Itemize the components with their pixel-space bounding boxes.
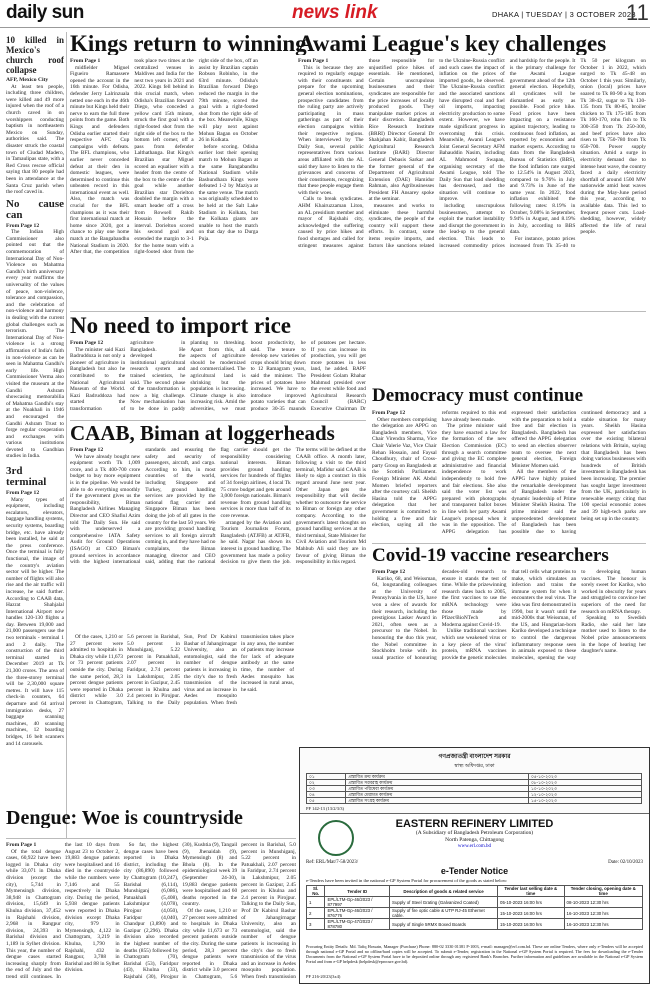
body: Of the total dengue cases, 60,922 have been logged in Dhaka city while 33,071 in Dhaka division (except the city), 5,744 in Mymensingh division, 38,948 in Chattogram division, 15,649 in Khulna division, 37,452 in Rajshahi division, 2,968 in Rangpur division, 24,393 in Barishal division and 1,189 in Sylhet division. This year, the number of dengue cases started increasing sharply from the end of July and the trend still continues. In the last 10 days from August 23 to October 2, 19,883 dengue patients were hospitalised and 16 died in the countryside while the numbers were 7,146 and 55 respectively in Dhaka city. During the period, 5,938 dengue patients were reported in Dhaka division except Dhaka city, 979 in Mymensingh, 4,122 in Chattogram, 3,219 in Khulna, 1,790 in Rajshahi, 432 in Rangpur, 3,788 in Barishal and 88 in Sylhet division.: [6, 842, 120, 980]
article-caab: [70, 447, 366, 631]
bangla-table-cell: প্রস্তাবিত সরবরাহ কার্যক্রম: [346, 780, 529, 786]
jump-line: From Page 12: [372, 569, 406, 575]
tender-column-header: Tender last selling date & time: [498, 886, 565, 897]
article-dengue: [6, 842, 296, 984]
tender-row: [307, 897, 643, 908]
article-kings: [70, 58, 258, 310]
rule: [372, 543, 646, 544]
tender-cell: 15-10-2023 16:00 hrs: [498, 908, 565, 919]
body-continued: before scoring. Odisha earlier lost their opening match to Mohun Bagan at the same Bangabandhu National Stadium while Bashundhara Kings were defeated 1-2 by Maziya at the same venue. The match was originally scheduled to be held at the Salt Lake Stadium in Kolkata, but the Kolkata giants are unable to host the match on that day due to Durga Puja.: [198, 143, 258, 243]
article-church-collapse: [6, 32, 64, 460]
brand-logo: daily sun: [6, 2, 84, 23]
body: Other members comprising the delegation are APPG on Bangladesh members, Vice Chair Virendra Sharma, Vice Chair Valerie Vaz, Vice Chair Rehan Hossain, and Faysal Choudhury, chair of Cross-party Group on Bangladesh at the Scottish Parliament. Foreign Minister AK Abdul Momen briefed reporters after the courtesy call. Sheikh Hasina told the APPG delegation that her government is committed to holding a free and fair election, saying all the reforms required to this end have already been made.: [372, 410, 507, 529]
tender-column-header: Tender closing, opening date & time: [564, 886, 642, 897]
erl-tender-table: [306, 885, 643, 930]
tender-cell: EPL/LTM-Gp-46/2023 / 876776: [325, 908, 390, 919]
headline-dengue: Dengue: Woe is countryside: [6, 808, 243, 828]
erl-notice-title: e-Tender Notice: [440, 866, 509, 876]
advertisement-box: [299, 747, 650, 984]
bangla-table-cell: ০১: [307, 774, 346, 780]
body: Kariko, 68, and Weissman, 64, longstanding colleagues at the University of Pennsylvania in the US, have won a slew of awards for their research, including the prestigious Lasker Award in 2021, often seen as a precursor to the Nobel. In honouring the duo this year, the Nobel committee in Stockholm broke with its usual practice of honouring decades-old research to ensure it stands the test of time. While the prizewinning research dates back to 2005, the first vaccines to use the mRNA technology were those made by Pfizer/BioNTech and Moderna against Covid-19.: [372, 569, 507, 661]
headline: 3rd terminal: [6, 465, 47, 488]
body-continued: Speaking to Swedish Radio, she said her late mother used to listen to the Nobel prize announcements in the hope of hearing her daughter's name.: [581, 615, 646, 655]
body-continued: So far, the highest dengue cases have been reported in Dhaka district, including the city (86,890) followed by Chattogram (10,247), Barishal (6,114), Munshiganj (6,086), Patuakhali (5,408), Lakshmipur (4,078), Pirojpur (4,050), Faridpur (4,040), Chandpur (3,890) and Gazipur (2,296). Dhaka division also recorded the highest number of deaths (855) followed by Chattogram (70), Barishal (53), Faridpur (43), Khulna (33), Rajshahi (30), Pirojpur (30), Kushtia (9), Tangail (9), Jhenaidah (9), Mymensingh (8) and Bhola (8). In the epidemiological week 39 (September 24-30), 19,883 dengue patients were hospitalised and 60 deaths reported in the country.: [123, 842, 238, 980]
section-title: news link: [292, 2, 378, 23]
rule: [6, 838, 296, 839]
tender-cell: 16-10-2023 12:30 hrs: [564, 908, 642, 919]
jump-line: From Page 12: [6, 222, 40, 229]
headline: 10 killed in Mexico's church roof collapse: [6, 35, 64, 75]
erl-name: EASTERN REFINERY LIMITED: [395, 818, 554, 830]
article-awami-league: [298, 58, 646, 310]
bangla-notice-sub: স্বাস্থ্য অধিদপ্তর, ঢাকা: [454, 764, 495, 769]
body-continued: The prime minister said they have enacted a law for the formation of the new Election Commission (EC) through a search committee and giving the EC complete administrative and financial independence to work independently to hold free and fair elections. She also said the voter list was prepared with photographs and transparent ballot boxes in line with her party Awami League's proposal when it was in the opposition. The APPG delegation has expressed their satisfaction with the preparation to hold a free and fair election in Bangladesh. Bangladesh has offered the APPG delegation to send an election observer team to oversee the next general election, Foreign Minister Momen said.: [441, 410, 577, 535]
jump-line: From Page 12: [372, 410, 406, 416]
bangla-table-cell: ০৩: [307, 786, 346, 792]
body: This is because they are required to regularly engage with their constituents and prepare for the upcoming general election nominations, prospective candidates from the ruling party are actively participating in mass gatherings as part of their election campaigns within their respective regions. When interviewed by The Daily Sun, several public representatives from various areas affiliated with the AL said they have to listen to the grievances and concerns of their constituents, recognizing that these people engage them with their woes.: [298, 64, 364, 196]
bangla-notice-title: গণপ্রজাতন্ত্রী বাংলাদেশ সরকার: [438, 754, 511, 760]
jump-line: From Page 1: [6, 842, 37, 848]
bangla-table-cell: ১৫-১০-২০২৩: [528, 798, 641, 804]
rule: [70, 311, 646, 312]
masthead: [0, 0, 650, 28]
tender-cell: 2: [307, 908, 325, 919]
headline-caab: CAAB, Biman at loggerheads: [70, 423, 335, 444]
tender-column-header: Sl. No.: [307, 886, 325, 897]
tender-cell: EPL/LTM-Gp-46/2023 / 877997: [325, 897, 390, 908]
bangla-table-cell: প্রস্তাবিত পরিষেবা কার্যক্রম: [346, 786, 529, 792]
erl-notes: Procuring Entity Details: Md. Tafiq Hossain, Manager (Purchase) Phone: 880-02 3330 01381 P-1003, e-mail: manager@erl.com.bd. These are online Tenders, where only e-Tenders will be accepted through national e-GP Portal and no offline/hard copies will be accepted. To submit e-Tender, registration in the National e-GP System Portal is required. The fees for downloading the e-Tender Documents from the National e-GP System Portal have to be deposited online through any registered Bank's Branches. Further information and guidelines are available in the National e-GP System Portal and from e-GP helpdesk (helpdesk@eprocure.gov.bd).: [306, 944, 643, 964]
tender-cell: 05-10-2023 16:00 hrs: [498, 897, 565, 908]
tender-cell: 15-10-2023 16:00 hrs: [498, 919, 565, 930]
bangla-notice-ref: PF 142-13 (13/2/3/3): [306, 806, 345, 811]
bangla-table-cell: ০৫: [307, 798, 346, 804]
erl-date: Date: 02/10/2023: [608, 860, 643, 865]
erl-ref2: PF 216-20/23(3x4): [306, 974, 341, 979]
tender-row: [307, 908, 643, 919]
tender-cell: 16-10-2023 12:30 hrs: [564, 919, 642, 930]
jump-line: From Page 12: [6, 490, 40, 496]
headline-rice: No need to import rice: [70, 314, 291, 337]
erl-subsidiary: (A Subsidiary of Bangladesh Petroleum Corporation): [415, 830, 534, 836]
body-continued: For instance, potato prices increased from Tk 35-40 to Tk 50 per kilogram on October 1 in 2022, which surged to Tk 45-48 on October 1 this year. Similarly, onion (local) prices have soared to Tk 80-90 a kg from Tk 38-42, sugar to Tk 130-135 from Tk 80-85, broiler chicken to Tk 175-185 from Tk 160-170, rohu fish to Tk 300-350 from Tk 250-300, and beef prices have also risen to Tk 750-780 from Tk 650-700. Power supply situation. Amid a surge in electricity demand due to intense heat wave, the country faced a daily electricity shortfall of around 1500 MW nationwide amid heat waves during the May-June period this year, according to available data. This led to frequent power cuts. Load-shedding, however, widely affected the life of rural people.: [509, 58, 646, 249]
column-rule: [66, 32, 67, 838]
tender-cell: 1: [307, 897, 325, 908]
tender-cell: Supply of fire optic cable & UTP RJ-45 Ethernet cable.: [390, 908, 498, 919]
body: Many types of equipment, including escalators, elevators, baggage handling systems, security systems, boarding bridge, etc. have already been installed, he said at the press conference. Once the terminal is fully functional, the image of the country's aviation sector will be higher. The number of flights will also rise and the air traffic will increase, he said further. According to CAAB data, Hazrat Shahjalal International Airport now handles 120-130 flights a day. Between 19,000 and 21,000 passengers use the two terminals - terminal 1 and 2 daily. The construction of the third terminal started in December 2019 at Tk 21,300 crores. The area of the three-storey terminal will be 2,30,000 square metres. It will have 115 check-in counters, 64 departure and 64 arrival immigration desks, 27 baggage scanning machines, 40 scanning machines, 12 boarding bridges, 16 belt scanners and 14 carousels.: [6, 496, 64, 747]
bangla-table-cell: ১০-১০-২০২৩: [528, 786, 641, 792]
article-rice: [70, 340, 366, 418]
bangla-table-cell: প্রস্তাবিত ক্রয় কার্যক্রম: [346, 774, 529, 780]
tender-cell: 3: [307, 919, 325, 930]
body-continued: arranged by the Aviation and Tourism Journalists Forum, Bangladesh (ATJFB) at ATJFB, he said. Nagar has shown its interest in ground handling. The government has made a policy decision to give them the job. The terms will be defined at the CAAB office. A month later, following a visit to the third terminal, Mafidur said CAAB is likely to sign a contract in this regard around June next year. Other Japan gets the responsibility that will decide whether to outsource the service to Biman or foreign any other company. According to the government's latest thoughts on ground handling services at the third terminal, State Minister for Civil Aviation and Tourism Md Mahbub Ali said they are in favour of giving Biman the responsibility in this regard.: [220, 447, 366, 566]
tender-cell: EPL/LTM-Gp-47/2023 / 878780: [325, 919, 390, 930]
body-continued: including unscrupulous businessmen, attempt to exploit the market instability and disrupt the government in the lead-up to the general election. This leads to increased commodity prices and hardship for the people. It is the primary challenge for the Awami League government ahead of the 12th general election. Hopefully, all syndicates will be dismantled as early as possible. Food price hike. Food prices have been impacting on a resistance against trajectory, leading to continuous food inflation, as reported by economists and market experts. According to data from the Bangladesh Bureau of Statistics (BBS), the food inflation rate surged to 12.54% in August 2023, compared to 9.76% in July and 9.73% in June of the same year. In 2022, food inflation exhibited the following rates: 8.19% in October, 9.08% in September, 9.94% in August, and 8.19% in July, according to BBS data.: [439, 58, 576, 249]
erl-ref: Ref: ERL/Mat/7-58/2023/: [306, 860, 359, 865]
bangla-table-cell: ০২: [307, 780, 346, 786]
bangla-notice-table: [306, 773, 642, 804]
body: The Indian High Commissioner also pointed out that the commemoration of International Day of Non-Violence on Mahatma Gandhi's birth anniversary every year reaffirms the universality of the values of peace, non-violence, tolerance and compassion, and the celebration of non-violence and harmony in dealing with the current global challenges such as terrorism. The International Day of Non-violence is a strong affirmation of India's faith in non-violence as can be seen in Mahatma Gandhi's early life. High Commissioner Verma also visited the museum at the Gandhi Ashram showcasing memorabilia of Mahatma Gandhi's stay at the Noakhali in 1946 and encouraged the Gandhi Ashram Trust to forge regular cooperation and exchanges with various institutions devoted to Gandhian studies in India.: [6, 229, 64, 460]
body-continued: Unlike traditional vaccines which use weakened virus or a key piece of the virus' protein, mRNA vaccines provide the genetic molecules that tell cells what proteins to make, which simulates an infection and trains the immune system for when it encounters the real virus. The idea was first demonstrated in 1990, but it wasn't until the mid-2000s that Weissman, of the US, and Hungarian-born Kariko developed a technique to control the dangerous inflammatory response seen in animals exposed to these molecules, opening the way to developing human vaccines. The honour is sorely sweet for Kariko, who worked in obscurity for years and struggled to convince her superiors of the need for research on mRNA therapy.: [441, 569, 646, 661]
tender-column-header: Description of goods & related service: [390, 886, 498, 897]
body-continued: Calls to break syndicates. AHM Khairuzzaman Liton, an AL presidium member and mayor of Rajshahi city, acknowledged the suffering caused by price hikes and food shortages and called for stringent measures against those responsible for unjustified price hikes of essentials. He mentioned, Certain unscrupulous businessmen and their syndicates are responsible for the price increases of locally produced goods. They manipulate market prices at their discretion. Bangladesh Rice Research Institute (BRRI) Director General Dr Shahjahan Kabir, Bangladesh Agricultural Research Institute (BARI) Director General Debasis Sarkar and the former general of the Department of Agricultural Extension (DAE) Hamidur Rahman, also Agribusinesses President FH Ansarey spoke at the seminar.: [298, 58, 435, 249]
body: The minister said Kazi Badruddoza is not only a pioneer of agriculture in Bangladesh but also he contributed to the National Agricultural Museum of the World. Kazi Badruddoza had started the transformation of agriculture in Bangladesh. He developed the institutional agricultural research system and trained scientists, he said. The second phase of the transformation is now a big challenge. Now mechanisation has to be done in paddy planting to threshing. Apart from this, all aspects of agriculture should be modernized and commercialised. The agricultural land is shrinking but the population is increasing. Climate change is also increasing risk. Amid the adversities, we must boost productivity, he said. The tenure to develop new varieties of crops should bring down to 12 Ramagram years, said the minister. The prices of potatoes have increased. We have to introduce improved potato varieties that can produce 30-35 maunds of potatoes per hectare. If you can increase its production, you will get more potatoes in less land, he added. BAPF President Golam Rhahar Mahmud presided over the event while food and Agricultural Research Council (BARC) Executive Chairman Dr: [70, 340, 366, 412]
headline-kings: Kings return to winning: [70, 32, 307, 55]
bangla-table-cell: ০৫-১০-২০২৩: [528, 774, 641, 780]
article-3rd-terminal: [6, 463, 64, 803]
tender-cell: Supply of Steel Grating (Galvanized Coated): [390, 897, 498, 908]
tender-column-header: Tender ID: [325, 886, 390, 897]
headline: No cause can: [6, 197, 64, 221]
jump-line: From Page 12: [70, 340, 104, 346]
body-continued: All the members of the APPG have highly praised the remarkable development of Bangladesh under the dynamic leadership of Prime Minister Sheikh Hasina. The prime minister said the unprecedented development of Bangladesh has been possible due to having continued democracy and a stable situation for many years. Sheikh Hasina expressed her satisfaction over the existing bilateral relations with Britain, saying that Bangladesh has been doing various businesses with hundreds of British investment in Bangladesh has been increasing. The premier has sought larger investment from the UK, particularly in renewable energy citing that 100 special economic zones and 39 high-tech parks are being set up in the country.: [511, 410, 646, 535]
jump-line: From Page 1: [298, 58, 329, 64]
bangla-table-cell: ০৪: [307, 792, 346, 798]
tender-row: [307, 919, 643, 930]
bangla-table-cell: প্রস্তাবিত সংগ্রহ কার্যক্রম: [346, 798, 529, 804]
erl-intro: e-Tenders have been invited in the national e-GP System Portal for procurement of the goods as stated below:: [306, 878, 508, 883]
bangla-table-cell: ০৮-১০-২০২৩: [528, 780, 641, 786]
issue-date: DHAKA | TUESDAY | 3 OCTOBER 2023: [492, 10, 636, 19]
article-democracy: [372, 410, 646, 540]
body: At least ten people, including three children, were killed and 49 more injured when the roof of a church caved in on worshippers conducting baptism in northeastern Mexico on Sunday, authorities said. The disaster struck the coastal town of Ciudad Madero, in Tamaulipas state, with a Red Cross rescue official saying that 80 people had been in attendance at the Santa Cruz parish when the roof caved in.: [6, 83, 64, 196]
body-continued: Of the cases, 1,210 or 27 percent were admitted to hospitals in Dhaka city while 11,673 or 73 percent patients outside the city. During the same period, 28,3 percent dengue patients were reported in Dhaka district while 3.0 percent in Chattogram, 5.6 percent in Barishal, 5.0 percent in Munshiganj, 5.22 percent in Patuakhali, 2.07 percent in Faridpur, 2.74 percent in Lakshmipur, 2.05 percent in Gazipur, 2.45 percent in Khulna and 2.4 percent in Pirojpur. Talking to the Daily Sun, Prof Dr Kabirul Bashar of Jahangirnagar University, also an entomologist, said the number of dengue patients is increasing in the city's due to fresh transmission of the virus and an increase in Aedes mosquito population. When fresh transmission takes place in any area, the number of patients may increase for lack of adequate antibody at the same time, the number of Aedes mosquito has increased in rural areas, he said.: [70, 634, 294, 706]
body-continued: Of the cases, 1,210 or 27 percent were admitted to hospitals in Dhaka city while 11,673 or 73 percent patients outside the city. During the same period, 28,3 percent dengue patients were reported in Dhaka district while 3.0 percent in Chattogram, 5.6 percent in Barishal, 5.0 percent in Munshiganj, 5.22 percent in Patuakhali, 2.07 percent in Faridpur, 2.74 percent in Lakshmipur, 2.05 percent in Gazipur, 2.45 percent in Khulna and 2.4 percent in Pirojpur. Talking to the Daily Sun, Prof Dr Kabirul Bashar of Jahangirnagar University, also an entomologist, said the number of dengue patients is increasing in the city's due to fresh transmission of the virus and an increase in Aedes mosquito population. When fresh transmission: [182, 842, 296, 980]
erl-notice: [300, 818, 649, 849]
headline-awami-league: Awami League's key challenges: [298, 32, 607, 55]
body-continued: measures and works to eliminate these harmful syndicates, the people of the country will support these efforts. In contrast, some items require imports, and factors like sanctions related to the Ukraine-Russia conflict and such cases the impact of inflation on the prices of imported goods, he observed. The Ukraine-Russia conflict and the associated sanctions have disrupted coal and fuel oil imports, impacting electricity production to some extent. However, we have made significant progress in overcoming this crisis. Meanwhile, Awami League's Joint General Secretary AFM Bahauddin Nasim, including AL Mahmood Swapan, organising secretary of the Awami League, told The Daily Sun that load shedding has decreased, and the situation will continue to improve.: [368, 58, 505, 249]
tender-cell: 08-10-2023 12:30 hrs: [564, 897, 642, 908]
headline-democracy: Democracy must continue: [372, 386, 584, 405]
rule: [70, 420, 366, 421]
headline-covid: Covid-19 vaccine researchers: [372, 546, 609, 565]
erl-address: North Patenga, Chittagong: [445, 837, 504, 843]
jump-line: From Page 1: [70, 58, 101, 64]
article-dengue-top: [70, 634, 294, 806]
bangla-table-cell: প্রস্তাবিত মেরামত কার্যক্রম: [346, 792, 529, 798]
body: We have already bought new equipment worth Tk 1,009 crore, and a Tk 400-700 crore budget to buy more equipment is in the pipeline. We would be able to do everything smoothly if the government gives us the responsibility, Biman Bangladesh Airlines Managing Director and CEO Shafiul Azim told The Daily Sun. He said with underserved a comprehensive IATA Safety Audit for Ground Operations (ISAGO) at CEO Biman's ground services in accordance with the highest international standards and ensuring the safety and security of passengers, aircraft, and cargo. According to him, in most countries of the world, including Singapore and Turkey, ground handling services are provided by the national flag carrier and Singapore Biman has been doing the job of all gates in the country for the last 50 years. We are providing ground handling services to all foreign aircraft coming in, and they have had no complaints, the Biman managing director and CEO said, adding that the national flag carrier should get the responsibility considering national interests. Biman provides ground handling services for hundreds of flights of 34 foreign airlines, 4 local Tk 75 crore budget and gets around 3,000 foreign nationals. Biman's revenue from ground handling services is more than half of its core revenue.: [70, 447, 291, 566]
jump-line: From Page 12: [70, 447, 104, 453]
bangla-table-row: [307, 798, 642, 804]
erl-url[interactable]: www.erl.com.bd: [457, 844, 492, 849]
body: midfielder Miguel Figueiro Ramassere opened the account in the 16th minute. For Odisha, defender Jerry Lalrinzuala netted one each in the 46th minute but Kings held their nerve to earn the full three points from the game. Both Kings and defenders Odisha earlier started their respective AFC Cup campaigns with defeats. The BFL champions, who earlier never conceded defeat at their den in domestic leagues, were determined to continue this unbeaten record in this international event as well. Also, the match was crucial for the BFL champions as it was their first international match at home since 2020, got a chance to play one home match at the Bangabandhu National Stadium in 2020. After that, the competition took place two times at the centralized venues in Maldives and India for the next two years in 2021 and 2022. Kings fell behind in this crucial match, when Odisha's Brazilian forward Diego, who conceded a yellow card 15th minute, struck the first goal with a right-footed shot from the right side of the box to the bottom left corner, off a pass from defender Lalthathanga. But Kings's Brazilian star Miguel scored an equaliser with a header from the centre of the box to the centre of the goal while another Brazilian star Dorielton doubled the margin with a smart header off a cross from Rowsell Rakib Hossain before the interval. Dorielton scored his second goal and extended the margin to 3-1 for the home team with a right-footed shot from the right side of the box, off an assist by Brazilian captain Robson Robinho, in the 63rd minute. Odisha's Brazilian forward Diego reduced the margin in the 79th minute, scored the goal with a right-footed shot from the right side of the box. Meanwhile, Kings will play next against Mohun Bagan on October 26 in Kolkata.: [70, 58, 258, 256]
tender-cell: Supply of Single 5RMX Boxed Boards: [390, 919, 498, 930]
page-number: 11: [626, 0, 649, 25]
dateline: AFP, Mexico City: [6, 77, 49, 83]
article-covid: [372, 569, 646, 745]
bangla-table-cell: ১২-১০-২০২৩: [528, 792, 641, 798]
bangla-notice: [300, 748, 649, 814]
